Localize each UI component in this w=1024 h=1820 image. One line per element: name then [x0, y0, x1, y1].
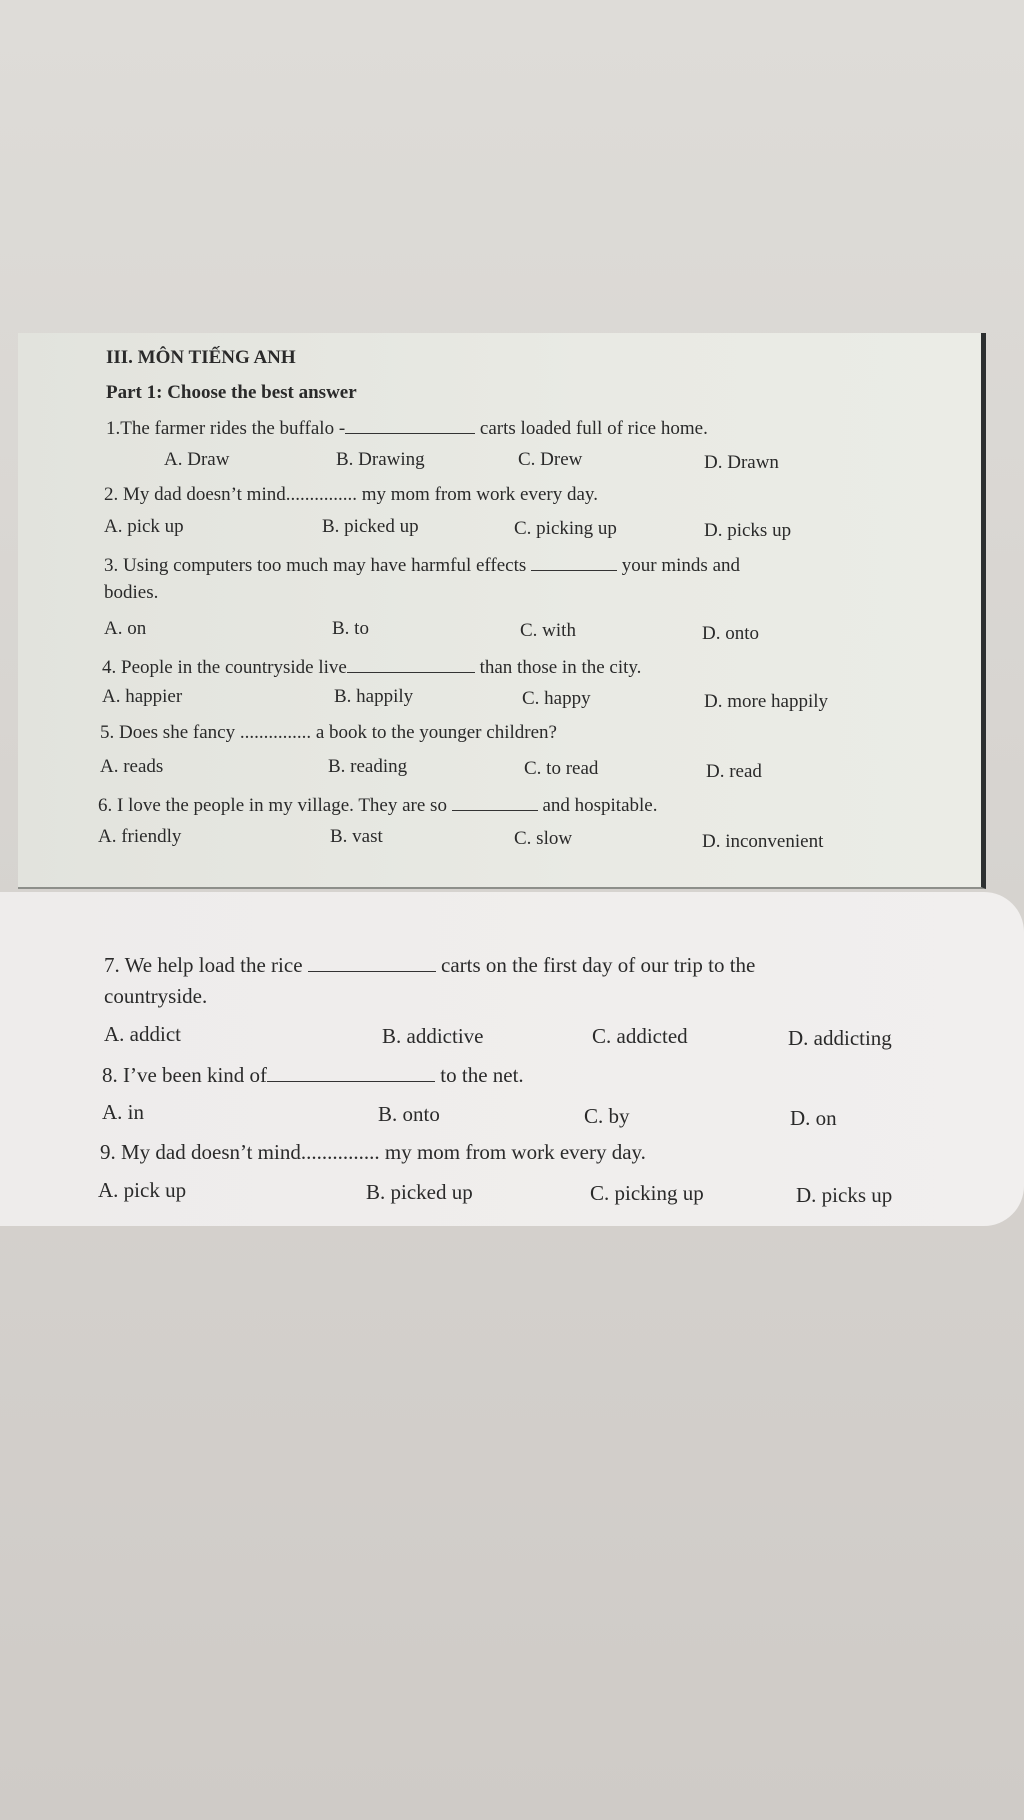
- question-5: [100, 723, 557, 742]
- option-c: C. to read: [524, 758, 599, 779]
- question-text-after: my mom from work every day.: [361, 484, 598, 505]
- option-c: C. happy: [522, 688, 591, 709]
- option-b: B. happily: [334, 686, 414, 707]
- option-a: A. addict: [104, 1022, 181, 1046]
- question-text: 2. My dad doesn’t mind...............: [104, 484, 357, 505]
- question-2: [104, 485, 598, 504]
- answer-blank: [345, 416, 475, 434]
- option-c: C. picking up: [514, 518, 617, 539]
- option-d: D. Drawn: [704, 452, 779, 473]
- question-3-continued: bodies.: [104, 582, 159, 603]
- answer-blank: [347, 655, 475, 673]
- question-3: [104, 553, 740, 575]
- answer-blank: [308, 952, 436, 972]
- question-text: 5. Does she fancy ...............: [100, 722, 312, 743]
- option-a: A. in: [102, 1100, 144, 1124]
- option-a: A. reads: [100, 756, 164, 777]
- question-8: [102, 1062, 524, 1086]
- question-4: [102, 655, 641, 677]
- option-d: D. on: [790, 1106, 837, 1130]
- option-b: B. vast: [330, 826, 383, 847]
- question-text: 3. Using computers too much may have harmful effects: [104, 555, 527, 577]
- question-9: [100, 1142, 646, 1163]
- option-d: D. picks up: [704, 520, 792, 541]
- question-text-after: carts on the first day of our trip to the: [441, 952, 756, 977]
- option-a: A. pick up: [104, 516, 184, 537]
- question-text-after: and hospitable.: [542, 795, 658, 817]
- worksheet-page-2: [0, 892, 1024, 1226]
- option-d: D. picks up: [796, 1183, 893, 1207]
- question-7-continued: countryside.: [104, 984, 208, 1008]
- option-b: B. reading: [328, 756, 408, 777]
- option-b: B. Drawing: [336, 449, 425, 470]
- answer-blank: [452, 793, 538, 811]
- option-c: C. Drew: [518, 449, 583, 470]
- option-a: A. pick up: [98, 1178, 187, 1202]
- part-title: Part 1: Choose the best answer: [106, 382, 357, 403]
- option-c: C. by: [584, 1104, 630, 1128]
- question-text: 8. I’ve been kind of: [102, 1062, 268, 1087]
- option-a: A. happier: [102, 686, 183, 707]
- option-c: C. addicted: [592, 1024, 688, 1048]
- option-b: B. to: [332, 618, 369, 639]
- question-text-after: my mom from work every day.: [384, 1140, 646, 1164]
- option-a: A. Draw: [164, 449, 230, 470]
- section-title: III. MÔN TIẾNG ANH: [106, 347, 296, 368]
- question-text: 9. My dad doesn’t mind...............: [100, 1140, 380, 1164]
- option-b: B. onto: [378, 1102, 440, 1126]
- answer-blank: [267, 1062, 435, 1082]
- question-text: 6. I love the people in my village. They are so: [98, 795, 447, 817]
- option-c: C. picking up: [590, 1181, 704, 1205]
- worksheet-page-1: [18, 333, 986, 889]
- option-b: B. addictive: [382, 1024, 484, 1048]
- question-text-after: carts loaded full of rice home.: [479, 418, 708, 440]
- option-d: D. addicting: [788, 1026, 892, 1050]
- option-d: D. inconvenient: [702, 831, 824, 852]
- option-a: A. friendly: [98, 826, 182, 847]
- question-text: 4. People in the countryside live: [102, 657, 347, 679]
- question-text: 1.The farmer rides the buffalo -: [106, 418, 346, 440]
- option-c: C. with: [520, 620, 576, 641]
- option-d: D. more happily: [704, 691, 829, 712]
- question-1: [106, 416, 708, 438]
- option-d: D. onto: [702, 623, 759, 644]
- option-b: B. picked up: [322, 516, 419, 537]
- question-7: [104, 952, 755, 976]
- option-a: A. on: [104, 618, 147, 639]
- question-text-after: a book to the younger children?: [315, 722, 557, 743]
- question-text-after: to the net.: [440, 1062, 524, 1087]
- answer-blank: [531, 553, 617, 571]
- question-text-after: your minds and: [621, 555, 741, 577]
- option-c: C. slow: [514, 828, 573, 849]
- option-d: D. read: [706, 761, 762, 782]
- question-text: 7. We help load the rice: [104, 952, 303, 977]
- option-b: B. picked up: [366, 1180, 473, 1204]
- question-6: [98, 793, 657, 815]
- question-text-after: than those in the city.: [479, 657, 642, 679]
